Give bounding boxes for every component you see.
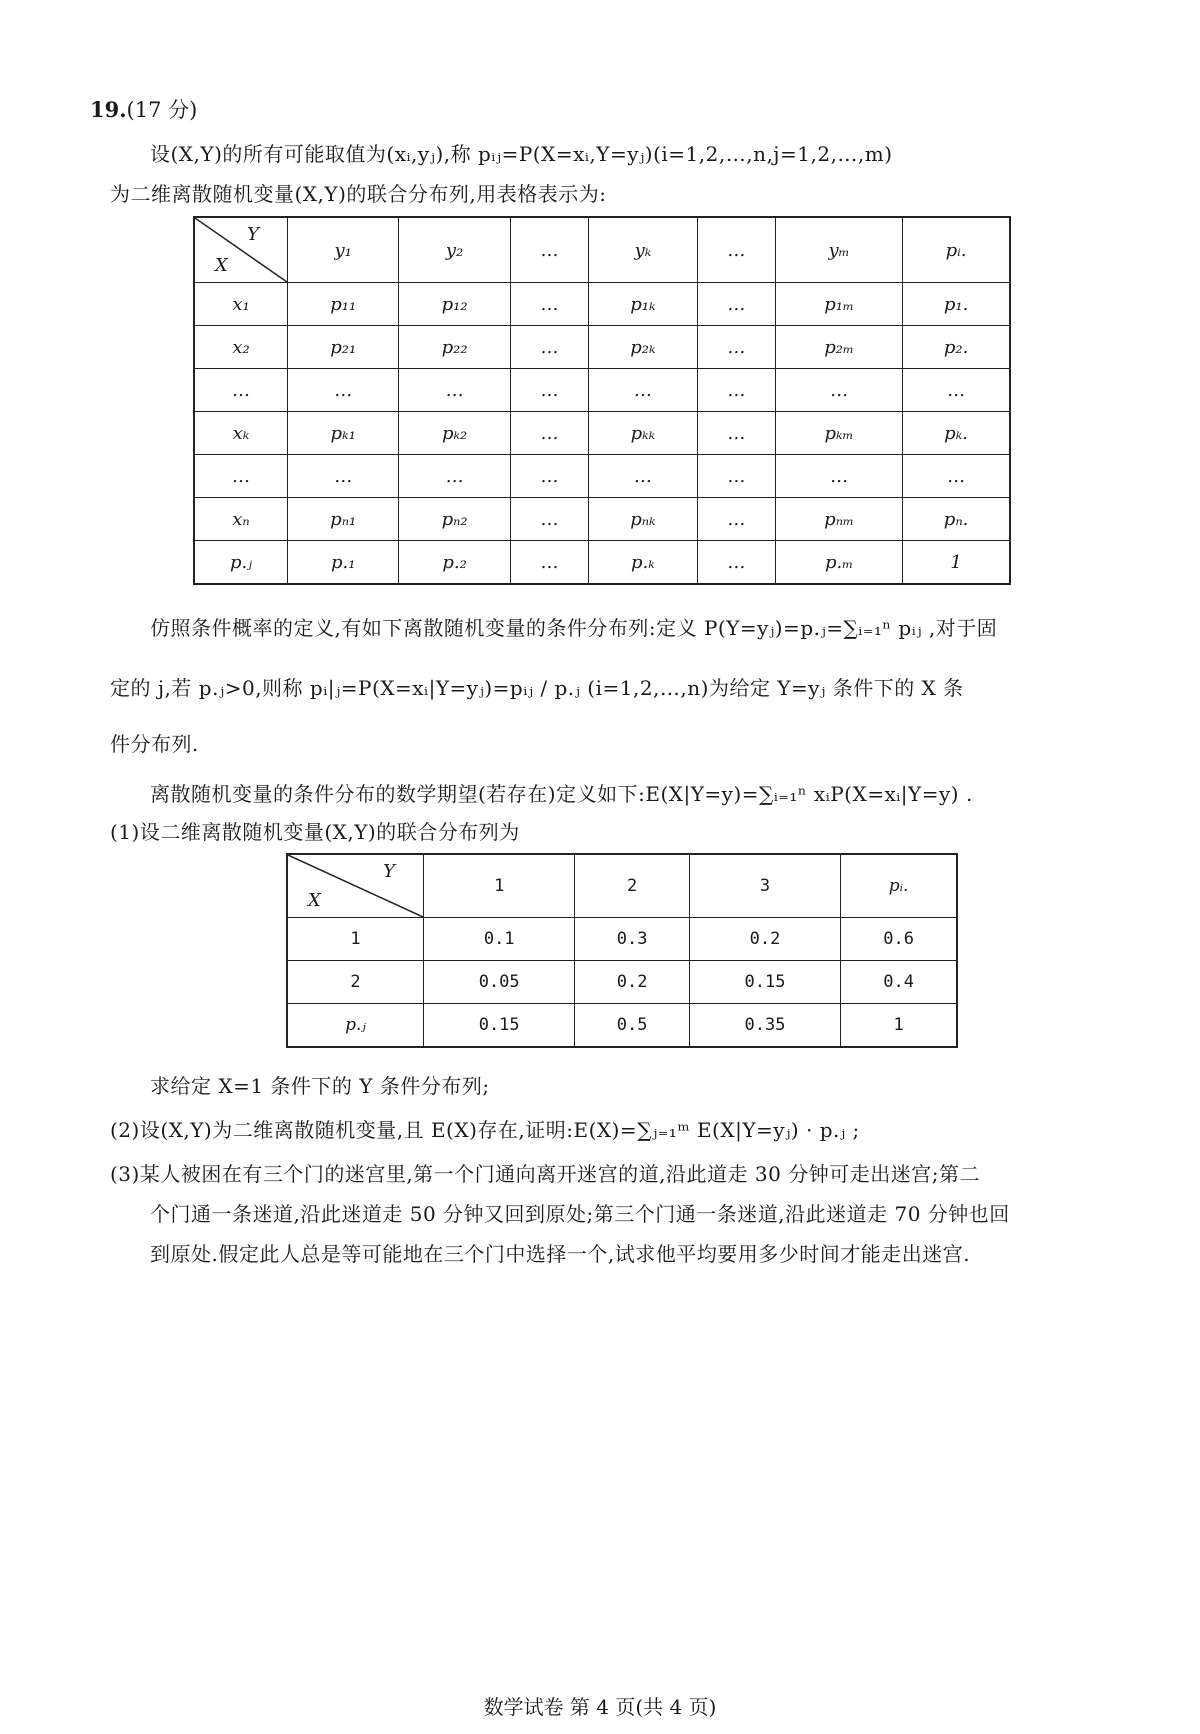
header-cell: pᵢ.: [903, 217, 1010, 283]
table-cell: …: [697, 541, 775, 585]
definition-line-2: 定的 j,若 p.ⱼ>0,则称 pᵢ|ⱼ=P(X=xᵢ|Y=yⱼ)=pᵢⱼ / p.ⱼ (i=1,2,…,n)为给定 Y=yⱼ 条件下的 X 条: [110, 676, 964, 700]
table-cell: 1: [841, 1004, 957, 1048]
table-cell: …: [510, 498, 588, 541]
table-header-row: [287, 854, 957, 918]
table-cell: …: [288, 369, 399, 412]
table-cell: p.ⱼ: [194, 541, 288, 585]
definition-line-4: 离散随机变量的条件分布的数学期望(若存在)定义如下:E(X|Y=y)=∑ᵢ₌₁ⁿ xᵢP(X=xᵢ|Y=y) .: [150, 782, 973, 806]
table-cell: 1: [903, 541, 1010, 585]
header-cell: y₂: [399, 217, 510, 283]
table-cell: 0.15: [424, 1004, 575, 1048]
table-cell: 0.3: [575, 918, 689, 961]
table-row: [287, 918, 957, 961]
table-cell: p.ₖ: [589, 541, 698, 585]
table-cell: p.ₘ: [776, 541, 903, 585]
table-cell: …: [510, 412, 588, 455]
table-cell: p₂₂: [399, 326, 510, 369]
table-row: [287, 1004, 957, 1048]
table-cell: …: [510, 369, 588, 412]
table-cell: p.₂: [399, 541, 510, 585]
table-cell: pₙₖ: [589, 498, 698, 541]
header-cell: 1: [424, 854, 575, 918]
table-row: [194, 283, 1010, 326]
part1-ask: 求给定 X=1 条件下的 Y 条件分布列;: [150, 1074, 490, 1098]
question-number-label: 19.: [90, 97, 127, 122]
part3-line-2: 个门通一条迷道,沿此迷道走 50 分钟又回到原处;第三个门通一条迷道,沿此迷道走 70 分钟也回: [150, 1202, 1010, 1226]
table-cell: 0.6: [841, 918, 957, 961]
corner-x-label: X: [308, 890, 321, 911]
table-cell: 0.05: [424, 961, 575, 1004]
table-cell: …: [194, 455, 288, 498]
table-row: [194, 412, 1010, 455]
table-row: [194, 541, 1010, 585]
header-cell: y₁: [288, 217, 399, 283]
table-cell: 0.2: [575, 961, 689, 1004]
table-cell: pₖₖ: [589, 412, 698, 455]
table-cell: 0.5: [575, 1004, 689, 1048]
table-row: [194, 369, 1010, 412]
table-cell: pₙ.: [903, 498, 1010, 541]
question-number: [90, 94, 197, 124]
table-cell: p.₁: [288, 541, 399, 585]
header-cell: 2: [575, 854, 689, 918]
table-cell: x₂: [194, 326, 288, 369]
corner-y-label: Y: [247, 224, 259, 245]
part2-text: (2)设(X,Y)为二维离散随机变量,且 E(X)存在,证明:E(X)=∑ⱼ₌₁ᵐ E(X|Y=yⱼ) · p.ⱼ ;: [110, 1118, 860, 1142]
table-cell: p₂.: [903, 326, 1010, 369]
table-cell: p₁ₖ: [589, 283, 698, 326]
table-cell: p₁₁: [288, 283, 399, 326]
table-cell: …: [510, 541, 588, 585]
definition-line-1: 仿照条件概率的定义,有如下离散随机变量的条件分布列:定义 P(Y=yⱼ)=p.ⱼ=∑ᵢ₌₁ⁿ pᵢⱼ ,对于固: [150, 616, 998, 640]
table-cell: …: [288, 455, 399, 498]
table-cell: …: [399, 455, 510, 498]
table-cell: p₁₂: [399, 283, 510, 326]
joint-distribution-general-table: [193, 216, 1011, 585]
diagonal-line: [195, 218, 287, 282]
part3-line-1: (3)某人被困在有三个门的迷宫里,第一个门通向离开迷宫的道,沿此道走 30 分钟可走出迷宫;第二: [110, 1162, 980, 1186]
table-cell: 0.4: [841, 961, 957, 1004]
table-cell: p₁.: [903, 283, 1010, 326]
table-cell: …: [697, 326, 775, 369]
corner-y-label: Y: [383, 861, 395, 882]
intro-line-1: 设(X,Y)的所有可能取值为(xᵢ,yⱼ),称 pᵢⱼ=P(X=xᵢ,Y=yⱼ)(i=1,2,…,n,j=1,2,…,m): [150, 142, 893, 166]
table-cell: …: [697, 498, 775, 541]
table-row: [194, 455, 1010, 498]
part1-intro: (1)设二维离散随机变量(X,Y)的联合分布列为: [110, 820, 520, 844]
table-cell: p₂ₖ: [589, 326, 698, 369]
table-cell: p₂₁: [288, 326, 399, 369]
table-cell: 2: [287, 961, 424, 1004]
table-cell: pₖ.: [903, 412, 1010, 455]
header-cell: …: [510, 217, 588, 283]
table-cell: …: [903, 455, 1010, 498]
table-cell: …: [510, 326, 588, 369]
header-cell: …: [697, 217, 775, 283]
table-cell: p₂ₘ: [776, 326, 903, 369]
table-cell: …: [510, 455, 588, 498]
header-cell: yₖ: [589, 217, 698, 283]
table-cell: pₙ₂: [399, 498, 510, 541]
table-cell: …: [589, 369, 698, 412]
question-points: (17 分): [126, 98, 198, 122]
header-cell: 3: [689, 854, 840, 918]
definition-line-3: 件分布列.: [110, 732, 199, 756]
header-cell: yₘ: [776, 217, 903, 283]
corner-cell: [287, 854, 424, 918]
table-cell: …: [510, 283, 588, 326]
part3-line-3: 到原处.假定此人总是等可能地在三个门中选择一个,试求他平均要用多少时间才能走出迷宫.: [150, 1242, 971, 1266]
table-cell: xₖ: [194, 412, 288, 455]
table-cell: …: [399, 369, 510, 412]
table-cell: 0.1: [424, 918, 575, 961]
table-cell: 1: [287, 918, 424, 961]
table-row: [287, 961, 957, 1004]
table-cell: pₙ₁: [288, 498, 399, 541]
header-cell: pᵢ.: [841, 854, 957, 918]
table-row: [194, 498, 1010, 541]
table-cell: 0.35: [689, 1004, 840, 1048]
table-cell: p₁ₘ: [776, 283, 903, 326]
table-cell: …: [697, 369, 775, 412]
page-footer: 数学试卷 第 4 页(共 4 页): [483, 1695, 717, 1719]
table-cell: 0.2: [689, 918, 840, 961]
table-header-row: [194, 217, 1010, 283]
joint-distribution-example-table: [286, 853, 958, 1048]
table-cell: …: [903, 369, 1010, 412]
table-cell: pₙₘ: [776, 498, 903, 541]
table-cell: …: [697, 455, 775, 498]
table-cell: …: [776, 369, 903, 412]
table-cell: …: [589, 455, 698, 498]
table-row: [194, 326, 1010, 369]
corner-cell: [194, 217, 288, 283]
table-cell: pₖ₁: [288, 412, 399, 455]
table-cell: …: [776, 455, 903, 498]
table-cell: x₁: [194, 283, 288, 326]
table-cell: …: [194, 369, 288, 412]
table-cell: 0.15: [689, 961, 840, 1004]
table-cell: pₖₘ: [776, 412, 903, 455]
table-cell: …: [697, 412, 775, 455]
table-cell: p.ⱼ: [287, 1004, 424, 1048]
corner-x-label: X: [215, 255, 228, 276]
table-cell: xₙ: [194, 498, 288, 541]
table-cell: …: [697, 283, 775, 326]
table-cell: pₖ₂: [399, 412, 510, 455]
intro-line-2: 为二维离散随机变量(X,Y)的联合分布列,用表格表示为:: [110, 182, 607, 206]
